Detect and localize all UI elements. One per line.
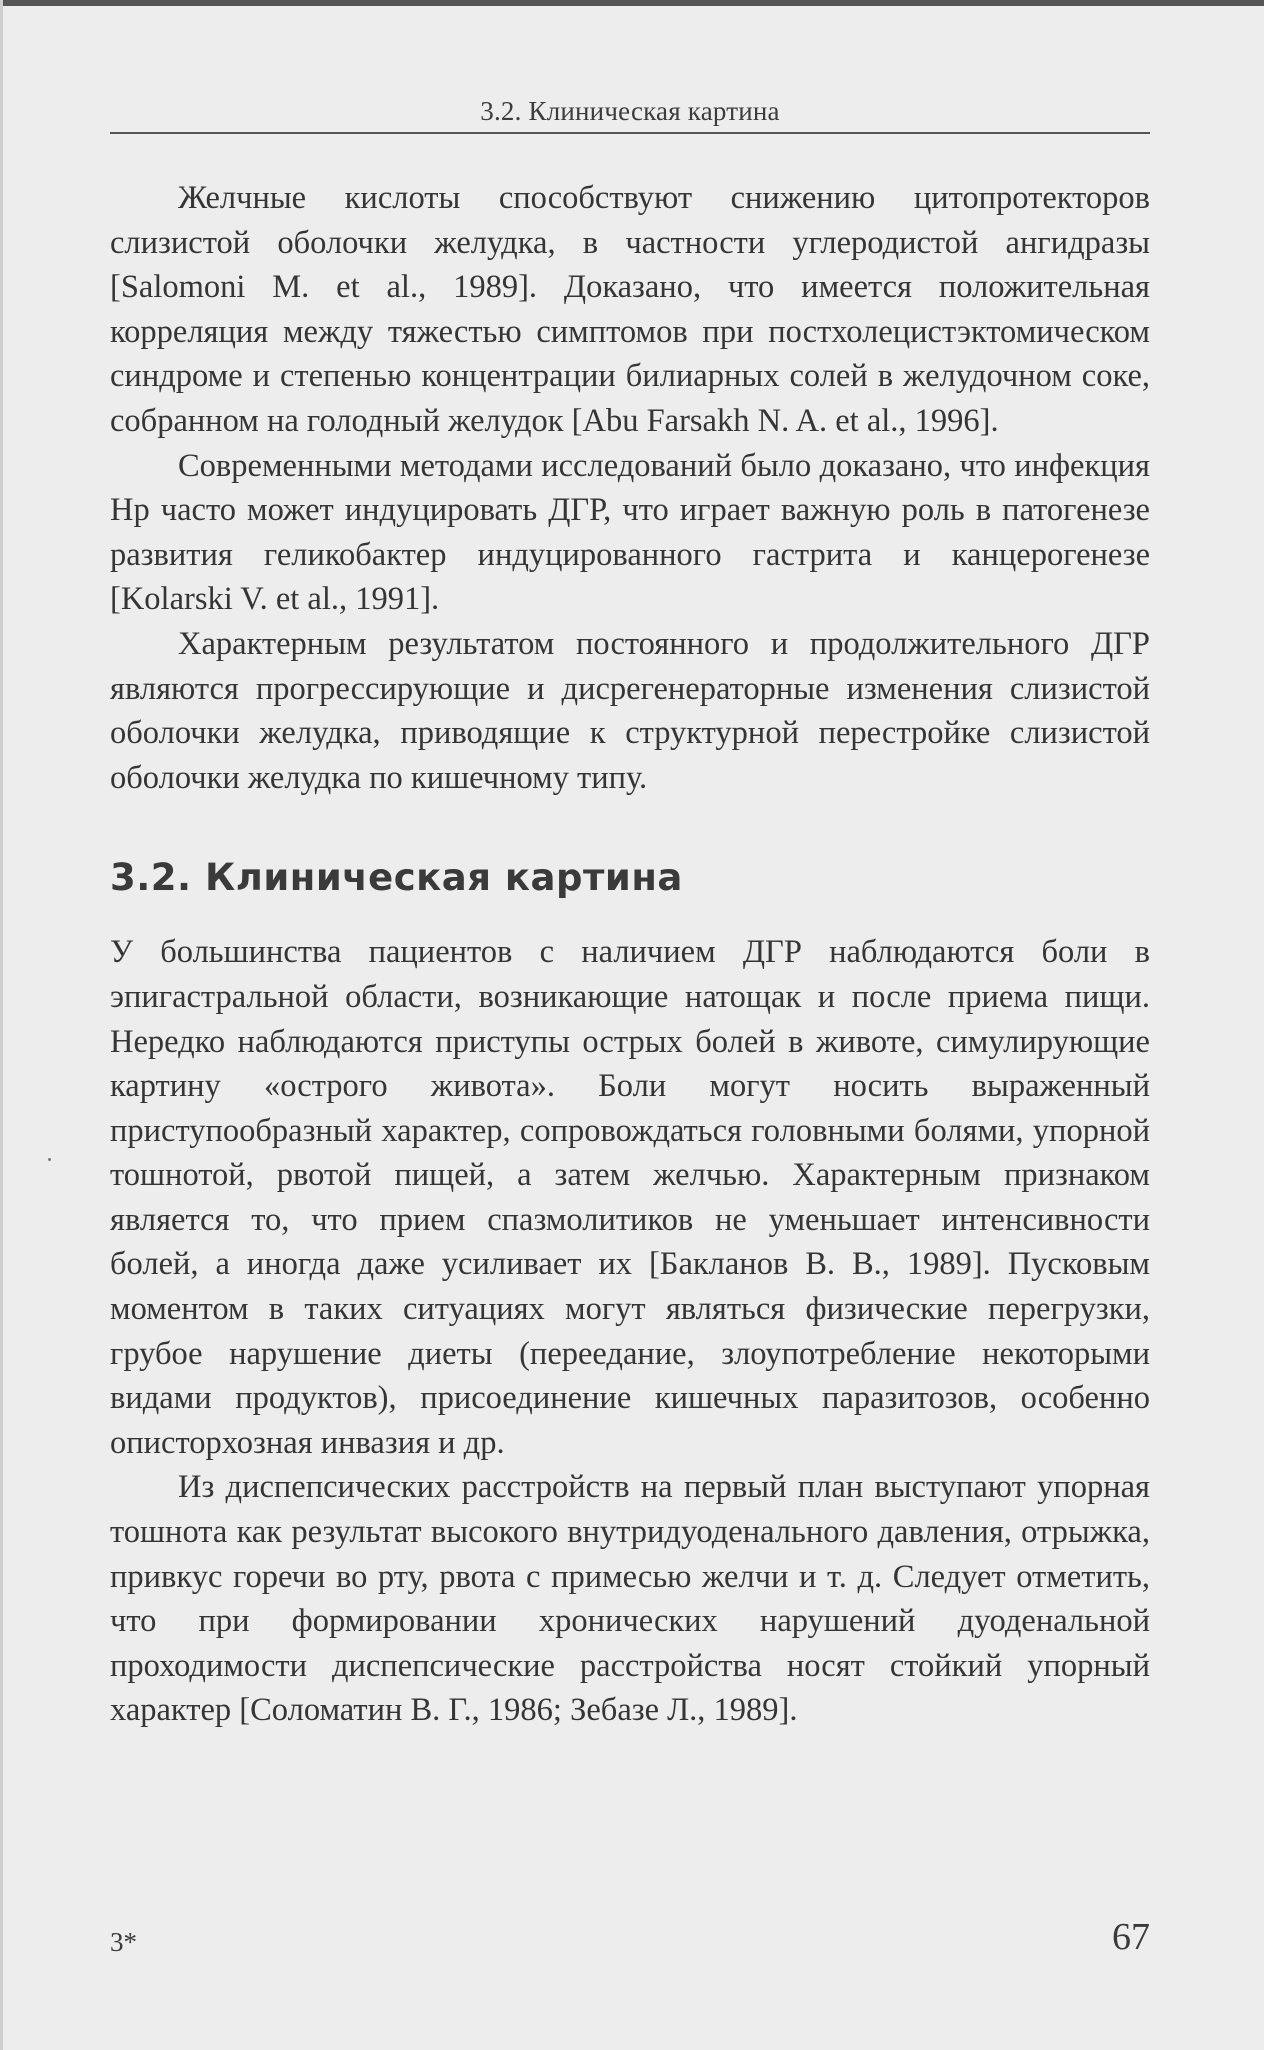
running-head: 3.2. Клиническая картина — [480, 96, 780, 126]
paragraph-bile-acids: Желчные кислоты способствуют снижению цитопротекторов слизистой оболочки желудка, в частности углеродистой ангидразы [Salomoni M. et al., 1989]. Доказано, что имеется положительная корреляция между тяжестью симптомов при постхолецистэктомическом синдроме и степенью концентрации билиарных солей в желудочном соке, собранном на голодный желудок [Abu Farsakh N. A. et al., 1996]. — [110, 180, 1150, 439]
signature-mark: 3* — [110, 1927, 137, 1957]
book-page — [110, 96, 1150, 1733]
paragraph-pain-symptoms: У большинства пациентов с наличием ДГР наблюдаются боли в эпигастральной области, возникающие натощак и после приема пищи. Нередко наблюдаются приступы острых болей в животе, симулирующие картину «острого живота». Боли могут носить выраженный приступообразный характер, сопровождаться головными болями, упорной тошнотой, рвотой пищей, а затем желчью. Характерным признаком является то, что прием спазмолитиков не уменьшает интенсивности болей, а иногда даже усиливает их [Бакланов В. В., 1989]. Пусковым моментом в таких ситуациях могут являться физические перегрузки, грубое нарушение диеты (переедание, злоупотребление некоторыми видами продуктов), присоединение кишечных паразитозов, особенно описторхозная инвазия и др. — [110, 934, 1150, 1461]
running-head-rule — [110, 132, 1150, 134]
text-block-after-heading — [110, 930, 1150, 1733]
scan-speck — [48, 1158, 51, 1161]
page-number: 67 — [1112, 1916, 1150, 1958]
section-heading: 3.2. Клиническая картина — [110, 856, 683, 900]
scan-left-edge — [0, 0, 3, 2050]
page-footer — [110, 1915, 1150, 1965]
paragraph-hp-infection: Современными методами исследований было доказано, что инфекция Нр часто может индуцировать ДГР, что играет важную роль в патогенезе развития геликобактер индуцированного гастрита и канцерогенезе [Kolarski V. et al., 1991]. — [110, 447, 1150, 618]
text-block-before-heading — [110, 176, 1150, 800]
paragraph-dgr-result: Характерным результатом постоянного и продолжительного ДГР являются прогрессирующие и дисрегенераторные изменения слизистой оболочки желудка, приводящие к структурной перестройке слизистой оболочки желудка по кишечному типу. — [110, 625, 1150, 796]
paragraph-dyspeptic-disorders: Из диспепсических расстройств на первый план выступают упорная тошнота как результат высокого внутридуоденального давления, отрыжка, привкус горечи во рту, рвота с примесью желчи и т. д. Следует отметить, что при формировании хронических нарушений дуоденальной проходимости диспепсические расстройства носят стойкий упорный характер [Соломатин В. Г., 1986; Зебазе Л., 1989]. — [110, 1469, 1150, 1729]
scan-top-edge — [0, 0, 1264, 6]
